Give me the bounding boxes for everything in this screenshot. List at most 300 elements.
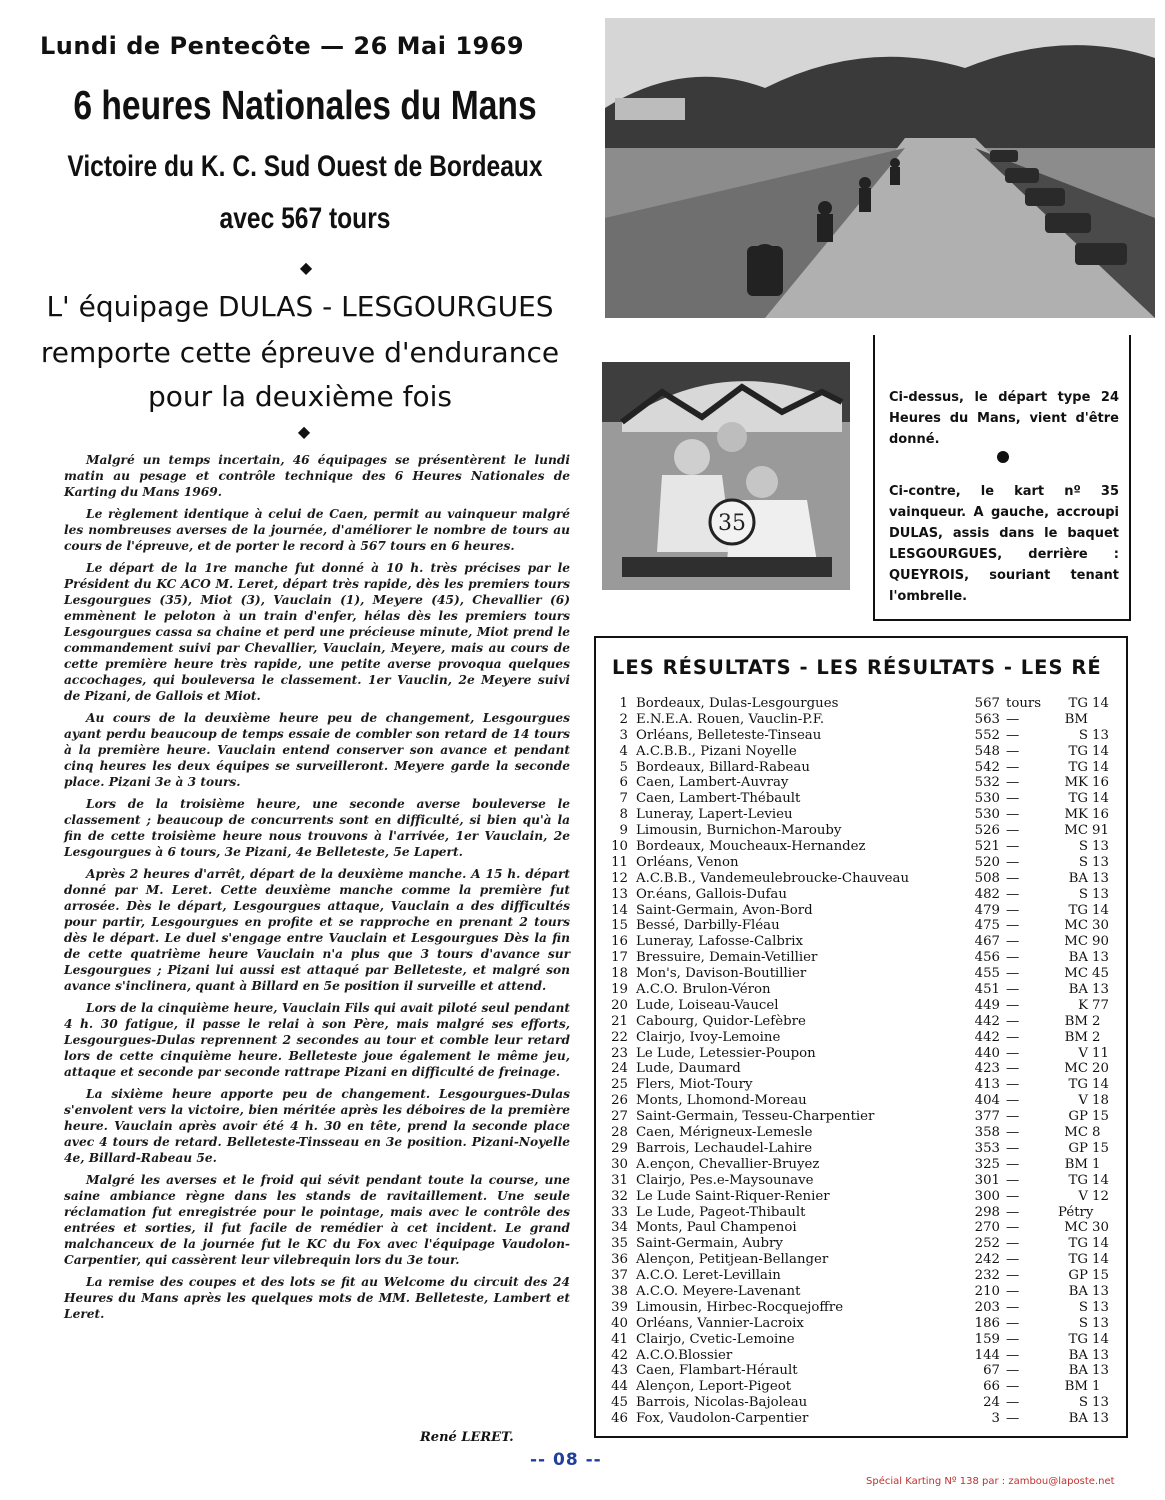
result-kart-number: 16: [1092, 807, 1109, 823]
result-class: BM: [1064, 1379, 1088, 1395]
result-unit: —: [1006, 1061, 1020, 1077]
result-laps: 242: [974, 1252, 1000, 1268]
result-laps: 563: [974, 711, 1000, 727]
result-kart-number: 14: [1092, 1236, 1109, 1252]
result-class: S: [1078, 727, 1088, 743]
svg-text:35: 35: [718, 511, 746, 536]
result-team: A.C.O.Blossier: [636, 1347, 733, 1363]
result-team: Saint-Germain, Aubry: [636, 1236, 783, 1252]
result-team: Bessé, Darbilly-Fléau: [636, 918, 780, 934]
result-unit: —: [1006, 775, 1020, 791]
result-kart-number: 8: [1092, 1125, 1101, 1141]
result-team: Saint-Germain, Tesseu-Charpentier: [636, 1109, 875, 1125]
table-row: [606, 823, 1120, 839]
result-rank: 41: [611, 1331, 628, 1347]
result-laps: 456: [974, 950, 1000, 966]
result-team: Or.éans, Gallois-Dufau: [636, 886, 787, 902]
result-laps: 210: [974, 1283, 1000, 1299]
result-laps: 24: [983, 1395, 1000, 1411]
result-rank: 8: [619, 807, 628, 823]
result-rank: 30: [611, 1156, 628, 1172]
result-class: MC: [1064, 823, 1088, 839]
result-class: V: [1078, 1188, 1088, 1204]
table-row: [606, 871, 1120, 887]
crew-line-1: L' équipage DULAS - LESGOURGUES: [46, 290, 554, 323]
result-class: GP: [1068, 1109, 1088, 1125]
result-rank: 33: [611, 1204, 628, 1220]
result-team: Alençon, Leport-Pigeot: [636, 1379, 792, 1395]
table-row: [606, 1014, 1120, 1030]
table-row: [606, 1348, 1120, 1364]
result-kart-number: 91: [1092, 823, 1109, 839]
result-laps: 186: [974, 1315, 1000, 1331]
result-kart-number: 15: [1092, 1109, 1109, 1125]
result-laps: 232: [974, 1268, 1000, 1284]
result-class: S: [1078, 839, 1088, 855]
diamond-separator-icon: ◆: [297, 422, 311, 441]
result-rank: 21: [611, 1013, 628, 1029]
result-class: TG: [1068, 791, 1088, 807]
result-team: Le Lude Saint-Riquer-Renier: [636, 1188, 830, 1204]
result-rank: 36: [611, 1252, 628, 1268]
result-class: S: [1078, 854, 1088, 870]
result-laps: 203: [974, 1299, 1000, 1315]
result-class: MC: [1064, 1220, 1088, 1236]
table-row: [606, 1252, 1120, 1268]
result-team: Luneray, Lafosse-Calbrix: [636, 934, 803, 950]
result-unit: —: [1006, 1331, 1020, 1347]
result-kart-number: 18: [1092, 1093, 1109, 1109]
result-team: Clairjo, Ivoy-Lemoine: [636, 1029, 781, 1045]
result-team: Clairjo, Pes.e-Maysounave: [636, 1172, 814, 1188]
result-kart-number: 13: [1092, 1283, 1109, 1299]
result-rank: 12: [611, 870, 628, 886]
result-laps: 3: [991, 1411, 1000, 1427]
result-laps: 353: [974, 1140, 1000, 1156]
result-unit: —: [1006, 982, 1020, 998]
result-unit: —: [1006, 886, 1020, 902]
result-kart-number: 1: [1092, 1379, 1101, 1395]
result-unit: —: [1006, 1172, 1020, 1188]
result-class: TG: [1068, 1172, 1088, 1188]
result-unit: —: [1006, 1395, 1020, 1411]
result-class: BA: [1068, 982, 1088, 998]
result-team: A.C.B.B., Pizani Noyelle: [636, 743, 797, 759]
result-unit: —: [1006, 1045, 1020, 1061]
result-laps: 325: [974, 1156, 1000, 1172]
result-class: BM: [1064, 1013, 1088, 1029]
result-kart-number: 14: [1092, 1252, 1109, 1268]
result-unit: —: [1006, 1204, 1020, 1220]
result-rank: 24: [611, 1061, 628, 1077]
result-class: GP: [1068, 1268, 1088, 1284]
result-team: A.C.O. Leret-Levillain: [636, 1268, 781, 1284]
result-unit: —: [1006, 997, 1020, 1013]
table-row: [606, 1141, 1120, 1157]
result-team: Lude, Daumard: [636, 1061, 741, 1077]
result-class: BM: [1064, 1156, 1088, 1172]
result-unit: —: [1006, 759, 1020, 775]
result-kart-number: 14: [1092, 1331, 1109, 1347]
result-laps: 252: [974, 1236, 1000, 1252]
result-unit: —: [1006, 1029, 1020, 1045]
result-unit: —: [1006, 1252, 1020, 1268]
result-kart-number: 12: [1092, 1188, 1109, 1204]
result-unit: —: [1006, 1347, 1020, 1363]
result-kart-number: 14: [1092, 1077, 1109, 1093]
result-rank: 32: [611, 1188, 628, 1204]
article-paragraph: Lors de la troisième heure, une seconde averse bouleverse le classement ; beaucoup de concurrents sont en difficulté, si bien qu'à la fin de cette troisième heure nous trouvons à l'arrivée, 1er Vauclain, 2e Lesgourgues à 6 tours, 3e Pizani, 4e Belleteste, 5e Lapert.: [64, 797, 570, 859]
article-paragraph: La remise des coupes et des lots se fit au Welcome du circuit des 24 Heures du Mans après les quelques mots de MM. Belleteste, Lambert et Leret.: [64, 1275, 570, 1321]
result-laps: 482: [974, 886, 1000, 902]
diamond-separator-icon: ◆: [299, 258, 313, 277]
result-unit: —: [1006, 1220, 1020, 1236]
result-class: S: [1078, 1315, 1088, 1331]
result-unit: —: [1006, 1283, 1020, 1299]
result-team: Luneray, Lapert-Levieu: [636, 807, 793, 823]
table-row: [606, 1093, 1120, 1109]
result-rank: 20: [611, 997, 628, 1013]
result-unit: —: [1006, 839, 1020, 855]
table-row: [606, 1395, 1120, 1411]
result-rank: 14: [611, 902, 628, 918]
table-row: [606, 887, 1120, 903]
winning-kart-photo: [602, 362, 850, 590]
result-team: Orléans, Vannier-Lacroix: [636, 1315, 804, 1331]
result-unit: —: [1006, 1188, 1020, 1204]
result-rank: 23: [611, 1045, 628, 1061]
result-rank: 18: [611, 966, 628, 982]
result-team: E.N.E.A. Rouen, Vauclin-P.F.: [636, 711, 825, 727]
result-class: BM: [1064, 1029, 1088, 1045]
subtitle: Victoire du K. C. Sud Ouest de Bordeaux: [67, 150, 543, 183]
result-laps: 358: [974, 1125, 1000, 1141]
result-laps: 300: [974, 1188, 1000, 1204]
result-rank: 3: [619, 727, 628, 743]
result-laps: 530: [974, 807, 1000, 823]
result-team: Lude, Loiseau-Vaucel: [636, 997, 779, 1013]
result-rank: 26: [611, 1093, 628, 1109]
result-laps: 567: [974, 696, 1000, 711]
table-row: [606, 1332, 1120, 1348]
result-kart-number: 13: [1092, 950, 1109, 966]
result-team: Caen, Flambart-Hérault: [636, 1363, 798, 1379]
result-kart-number: 45: [1092, 966, 1109, 982]
result-unit: —: [1006, 1411, 1020, 1427]
result-class: BA: [1068, 1347, 1088, 1363]
result-laps: 423: [974, 1061, 1000, 1077]
result-class: V: [1078, 1045, 1088, 1061]
result-unit: —: [1006, 1093, 1020, 1109]
result-team: Bordeaux, Dulas-Lesgourgues: [636, 696, 839, 711]
result-unit: —: [1006, 823, 1020, 839]
result-rank: 38: [611, 1283, 628, 1299]
table-row: [606, 744, 1120, 760]
result-unit: —: [1006, 934, 1020, 950]
bullet-dot-icon: [997, 451, 1009, 463]
result-laps: 442: [974, 1013, 1000, 1029]
result-unit: —: [1006, 1315, 1020, 1331]
result-kart-number: 20: [1092, 1061, 1109, 1077]
result-unit: —: [1006, 711, 1020, 727]
result-laps: 159: [974, 1331, 1000, 1347]
table-row: [606, 1236, 1120, 1252]
result-class: S: [1078, 886, 1088, 902]
result-class: K: [1078, 997, 1088, 1013]
result-class: V: [1078, 1093, 1088, 1109]
result-team: Bressuire, Demain-Vetillier: [636, 950, 818, 966]
result-team: Orléans, Belleteste-Tinseau: [636, 727, 822, 743]
result-team: Cabourg, Quidor-Lefèbre: [636, 1013, 806, 1029]
caption-bottom: Ci-contre, le kart nº 35 vainqueur. A gauche, accroupi DULAS, assis dans le baquet LESGOURGUES, derrière : QUEYROIS, souriant tenant l'ombrelle.: [889, 484, 1119, 604]
result-unit: —: [1006, 727, 1020, 743]
table-row: [606, 839, 1120, 855]
result-class: MK: [1064, 775, 1088, 791]
table-row: [606, 696, 1120, 712]
result-kart-number: 16: [1092, 775, 1109, 791]
result-kart-number: 13: [1092, 1363, 1109, 1379]
result-unit: —: [1006, 1236, 1020, 1252]
result-laps: 377: [974, 1109, 1000, 1125]
result-rank: 35: [611, 1236, 628, 1252]
result-unit: —: [1006, 1077, 1020, 1093]
result-rank: 42: [611, 1347, 628, 1363]
result-rank: 10: [611, 839, 628, 855]
result-laps: 270: [974, 1220, 1000, 1236]
result-kart-number: 13: [1092, 1411, 1109, 1427]
result-rank: 37: [611, 1268, 628, 1284]
result-team: Barrois, Lechaudel-Lahire: [636, 1140, 813, 1156]
result-rank: 13: [611, 886, 628, 902]
result-rank: 34: [611, 1220, 628, 1236]
result-unit: —: [1006, 1013, 1020, 1029]
result-kart-number: 14: [1092, 743, 1109, 759]
table-row: [606, 1284, 1120, 1300]
table-row: [606, 1077, 1120, 1093]
result-unit: —: [1006, 1156, 1020, 1172]
result-kart-number: 14: [1092, 1172, 1109, 1188]
result-team: Monts, Paul Champenoi: [636, 1220, 797, 1236]
result-rank: 4: [619, 743, 628, 759]
result-rank: 46: [611, 1411, 628, 1427]
result-laps: 521: [974, 839, 1000, 855]
table-row: [606, 966, 1120, 982]
result-kart-number: 13: [1092, 839, 1109, 855]
result-class: TG: [1068, 696, 1088, 711]
result-kart-number: 13: [1092, 1347, 1109, 1363]
article-paragraph: La sixième heure apporte peu de changement. Lesgourgues-Dulas s'envolent vers la victoire, bien méritée après les déboires de la première heure. Vauclain après avoir été 4 h. 30 en tête, prend la seconde place avec 4 tours de retard. Belleteste-Tinsseau en 3e position. Pizani-Noyelle 4e, Billard-Rabeau 5e.: [64, 1087, 570, 1165]
result-rank: 25: [611, 1077, 628, 1093]
result-kart-number: 15: [1092, 1140, 1109, 1156]
result-class: BA: [1068, 870, 1088, 886]
result-rank: 1: [619, 696, 628, 711]
result-team: A.ençon, Chevallier-Bruyez: [636, 1156, 820, 1172]
result-laps: 526: [974, 823, 1000, 839]
result-class: S: [1078, 1299, 1088, 1315]
result-kart-number: 90: [1092, 934, 1109, 950]
result-kart-number: 2: [1092, 1029, 1101, 1045]
result-rank: 7: [619, 791, 628, 807]
table-row: [606, 1109, 1120, 1125]
result-team: Caen, Lambert-Thébault: [636, 791, 801, 807]
result-laps: 475: [974, 918, 1000, 934]
table-row: [606, 1173, 1120, 1189]
result-laps: 442: [974, 1029, 1000, 1045]
results-title: LES RÉSULTATS - LES RÉSULTATS - LES RÉ: [612, 656, 1102, 679]
subtitle-laps: avec 567 tours: [219, 202, 391, 235]
result-rank: 5: [619, 759, 628, 775]
result-laps: 479: [974, 902, 1000, 918]
result-unit: —: [1006, 1109, 1020, 1125]
table-row: [606, 807, 1120, 823]
table-row: [606, 903, 1120, 919]
result-rank: 40: [611, 1315, 628, 1331]
result-kart-number: 14: [1092, 759, 1109, 775]
result-team: Flers, Miot-Toury: [636, 1077, 753, 1093]
result-laps: 520: [974, 854, 1000, 870]
result-rank: 19: [611, 982, 628, 998]
result-class: MC: [1064, 918, 1088, 934]
table-row: [606, 1046, 1120, 1062]
table-row: [606, 855, 1120, 871]
result-class: TG: [1068, 1077, 1088, 1093]
result-unit: —: [1006, 743, 1020, 759]
table-row: [606, 1189, 1120, 1205]
table-row: [606, 982, 1120, 998]
article-paragraph: Lors de la cinquième heure, Vauclain Fils qui avait piloté seul pendant 4 h. 30 fatigue, il passe le relai à son Père, mais malgré ses efforts, Lesgourgues-Dulas reprennent 2 secondes au tour et comble leur retard lors de cette cinquième heure. Belleteste joue également le même jeu, attaque et seconde par seconde rattrape Pizani en difficulté de freinage.: [64, 1001, 570, 1079]
table-row: [606, 775, 1120, 791]
article-signature: René LERET.: [420, 1430, 514, 1445]
result-rank: 2: [619, 711, 628, 727]
table-row: [606, 760, 1120, 776]
result-team: Alençon, Petitjean-Bellanger: [636, 1252, 829, 1268]
result-unit: tours: [1006, 696, 1042, 711]
result-laps: 66: [983, 1379, 1000, 1395]
result-class: MC: [1064, 1125, 1088, 1141]
result-rank: 28: [611, 1125, 628, 1141]
result-rank: 17: [611, 950, 628, 966]
result-laps: 404: [974, 1093, 1000, 1109]
result-kart-number: 13: [1092, 1315, 1109, 1331]
article-paragraph: Le départ de la 1re manche fut donné à 10 h. très précises par le Président du KC ACO M. Leret, départ très rapide, dès les premiers tours Lesgourgues (35), Miot (3), Vauclain (1), Meyere (45), Chevallier (6) emmènent le peloton à un train d'enfer, hélas dès les premiers tours Lesgourgues cassa sa chaine et perd une précieuse minute, Miot prend le commandement suivi par Chevallier, Vauclain, Meyere, mais au cours de cette première heure très rapide, une petite averse provoqua quelques accochages, qui bouleversa le classement. 1er Vauclin, 2e Meyere suivi de Pizani, de Gallois et Miot.: [64, 561, 570, 703]
result-laps: 542: [974, 759, 1000, 775]
result-class: TG: [1068, 902, 1088, 918]
table-row: [606, 950, 1120, 966]
result-kart-number: 13: [1092, 1299, 1109, 1315]
result-class: MK: [1064, 807, 1088, 823]
result-class: MC: [1064, 934, 1088, 950]
result-kart-number: 2: [1092, 1013, 1101, 1029]
result-rank: 9: [619, 823, 628, 839]
result-kart-number: 14: [1092, 696, 1109, 711]
result-team: A.C.O. Brulon-Véron: [636, 982, 771, 998]
table-row: [606, 1363, 1120, 1379]
result-kart-number: 11: [1092, 1045, 1109, 1061]
result-rank: 44: [611, 1379, 628, 1395]
result-class: TG: [1068, 1252, 1088, 1268]
result-laps: 298: [974, 1204, 1000, 1220]
table-row: [606, 1268, 1120, 1284]
table-row: [606, 1411, 1120, 1427]
result-team: Bordeaux, Billard-Rabeau: [636, 759, 810, 775]
result-team: Fox, Vaudolon-Carpentier: [636, 1411, 809, 1427]
result-unit: —: [1006, 807, 1020, 823]
article-body: [64, 452, 570, 1328]
table-row: [606, 1300, 1120, 1316]
result-rank: 43: [611, 1363, 628, 1379]
result-class: TG: [1068, 1236, 1088, 1252]
result-rank: 15: [611, 918, 628, 934]
table-row: [606, 1379, 1120, 1395]
result-laps: 301: [974, 1172, 1000, 1188]
result-unit: —: [1006, 1299, 1020, 1315]
result-laps: 467: [974, 934, 1000, 950]
result-rank: 6: [619, 775, 628, 791]
result-unit: —: [1006, 1363, 1020, 1379]
table-row: [606, 728, 1120, 744]
result-class: TG: [1068, 743, 1088, 759]
result-class: BA: [1068, 1363, 1088, 1379]
page-title: 6 heures Nationales du Mans: [73, 82, 537, 128]
result-rank: 27: [611, 1109, 628, 1125]
result-class: TG: [1068, 759, 1088, 775]
table-row: [606, 712, 1120, 728]
result-rank: 16: [611, 934, 628, 950]
result-laps: 440: [974, 1045, 1000, 1061]
result-rank: 45: [611, 1395, 628, 1411]
result-rank: 31: [611, 1172, 628, 1188]
result-laps: 548: [974, 743, 1000, 759]
result-laps: 455: [974, 966, 1000, 982]
date-line: Lundi de Pentecôte — 26 Mai 1969: [40, 32, 525, 60]
result-unit: —: [1006, 1379, 1020, 1395]
result-team: Le Lude, Letessier-Poupon: [636, 1045, 816, 1061]
result-laps: 144: [974, 1347, 1000, 1363]
result-rank: 22: [611, 1029, 628, 1045]
result-rank: 11: [611, 854, 628, 870]
result-class: BA: [1068, 1283, 1088, 1299]
result-kart-number: 13: [1092, 886, 1109, 902]
results-box: [594, 636, 1128, 1438]
crew-line-2: remporte cette épreuve d'endurance: [40, 336, 560, 369]
result-kart-number: 30: [1092, 918, 1109, 934]
table-row: [606, 1316, 1120, 1332]
result-team: Caen, Mérigneux-Lemesle: [636, 1125, 813, 1141]
result-kart-number: 13: [1092, 870, 1109, 886]
result-laps: 413: [974, 1077, 1000, 1093]
result-laps: 532: [974, 775, 1000, 791]
table-row: [606, 1125, 1120, 1141]
table-row: [606, 791, 1120, 807]
result-team: Orléans, Venon: [636, 854, 739, 870]
result-team: A.C.B.B., Vandemeulebroucke-Chauveau: [636, 870, 910, 886]
result-kart-number: 13: [1092, 982, 1109, 998]
article-paragraph: Malgré un temps incertain, 46 équipages se présentèrent le lundi matin au pesage et contrôle technique des 6 Heures Nationales de Karting du Mans 1969.: [64, 453, 570, 499]
result-kart-number: 77: [1092, 997, 1109, 1013]
article-paragraph: Après 2 heures d'arrêt, départ de la deuxième manche. A 15 h. départ donné par M. Leret. Cette deuxième manche comme la première fut arrosée. Dès le départ, Lesgourgues attaque, Vauclain a des difficultés pour partir, Lesgourgues en profite et se rapproche en prenant 2 tours dès le départ. Le duel s'engage entre Vauclain et Lesgourgues Dès la fin de cette quatrième heure Vauclain n'a plus que 3 tours d'avance sur Lesgourgues ; Pizani lui aussi est attaqué par Belleteste, et malgré son avance s'inclinera, quant à Billard en 5e position il surveille et attend.: [64, 867, 570, 993]
result-class: Pétry: [1058, 1204, 1094, 1220]
result-kart-number: 13: [1092, 854, 1109, 870]
result-class: BM: [1064, 711, 1088, 727]
result-laps: 552: [974, 727, 1000, 743]
result-unit: —: [1006, 791, 1020, 807]
caption-top: Ci-dessus, le départ type 24 Heures du Mans, vient d'être donné.: [889, 390, 1119, 447]
result-unit: —: [1006, 918, 1020, 934]
race-start-photo: [605, 18, 1155, 318]
table-row: [606, 1030, 1120, 1046]
result-laps: 449: [974, 997, 1000, 1013]
result-team: Saint-Germain, Avon-Bord: [636, 902, 813, 918]
